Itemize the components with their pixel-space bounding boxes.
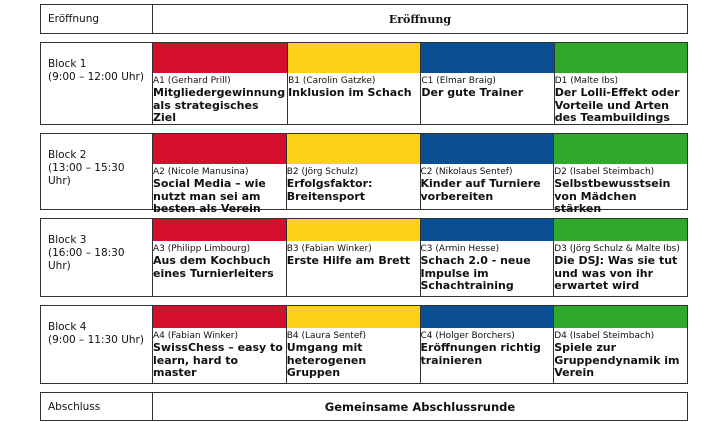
opening-row bbox=[40, 4, 688, 34]
session-title: Aus dem Kochbuch eines Turnierleiters bbox=[153, 254, 274, 280]
session-speaker: B4 (Laura Sentef) bbox=[286, 331, 367, 341]
color-bar-d bbox=[555, 43, 687, 73]
session-cell-d bbox=[553, 219, 687, 296]
session-title: Spiele zur Gruppendynamik im Verein bbox=[554, 341, 680, 379]
session-speaker: C3 (Armin Hesse) bbox=[420, 244, 500, 254]
session-speaker: A2 (Nicole Manusina) bbox=[153, 167, 249, 177]
color-bar-b bbox=[287, 134, 420, 164]
session-speaker: A3 (Philipp Limbourg) bbox=[153, 244, 251, 254]
session-title: Die DSJ: Was sie tut und was von ihr erwartet wird bbox=[554, 254, 678, 292]
session-title: Erfolgsfaktor: Breitensport bbox=[286, 177, 373, 203]
session-title: Selbstbewusstsein von Mädchen stärken bbox=[554, 177, 671, 215]
session-title: Mitgliedergewinnung als strategisches Ziel bbox=[153, 86, 286, 124]
block-label bbox=[41, 134, 153, 209]
color-bar-b bbox=[287, 219, 420, 241]
block-3-row bbox=[40, 218, 688, 297]
color-bar-a bbox=[153, 134, 286, 164]
color-bar-c bbox=[421, 219, 554, 241]
session-title: Kinder auf Turniere vorbereiten bbox=[420, 177, 541, 203]
session-cell-b bbox=[287, 43, 420, 124]
session-speaker: C2 (Nikolaus Sentef) bbox=[420, 167, 513, 177]
session-speaker: D4 (Isabel Steimbach) bbox=[554, 331, 655, 341]
color-bar-b bbox=[287, 306, 420, 328]
block-label bbox=[41, 219, 153, 296]
session-cell-a bbox=[153, 306, 286, 383]
closing-content: Gemeinsame Abschlussrunde bbox=[324, 399, 516, 414]
block-name: Block 2 bbox=[48, 149, 87, 161]
block-1-row bbox=[40, 42, 688, 125]
session-speaker: B1 (Carolin Gatzke) bbox=[288, 76, 376, 86]
session-title: Der gute Trainer bbox=[421, 86, 524, 99]
session-cell-c bbox=[420, 306, 554, 383]
block-name: Block 3 bbox=[48, 234, 87, 246]
session-cell-a bbox=[153, 219, 286, 296]
session-speaker: C1 (Elmar Braig) bbox=[421, 76, 496, 86]
session-speaker: A4 (Fabian Winker) bbox=[153, 331, 238, 341]
color-bar-d bbox=[554, 219, 687, 241]
session-cell-c bbox=[420, 134, 554, 209]
color-bar-c bbox=[421, 43, 553, 73]
block-time: (9:00 – 11:30 Uhr) bbox=[48, 334, 144, 346]
block-time: (9:00 – 12:00 Uhr) bbox=[48, 71, 144, 83]
session-title: SwissChess – easy to learn, hard to master bbox=[153, 341, 283, 379]
session-title: Inklusion im Schach bbox=[288, 86, 412, 99]
session-title: Umgang mit heterogenen Gruppen bbox=[286, 341, 367, 379]
block-time: (16:00 – 18:30 Uhr) bbox=[48, 247, 125, 272]
session-title: Eröffnungen richtig trainieren bbox=[420, 341, 541, 367]
session-cell-a bbox=[153, 134, 286, 215]
session-speaker: A1 (Gerhard Prill) bbox=[153, 76, 231, 86]
block-name: Block 1 bbox=[48, 58, 87, 70]
session-cell-c bbox=[420, 43, 553, 124]
session-title: Schach 2.0 - neue Impulse im Schachtraining bbox=[420, 254, 531, 292]
session-cell-b bbox=[286, 134, 420, 209]
color-bar-b bbox=[288, 43, 420, 73]
session-cell-b bbox=[286, 306, 420, 383]
session-cell-a bbox=[153, 43, 287, 124]
block-2-row bbox=[40, 133, 688, 215]
session-speaker: D3 (Jörg Schulz & Malte Ibs) bbox=[554, 244, 680, 254]
session-cell-b bbox=[286, 219, 420, 296]
session-title: Erste Hilfe am Brett bbox=[286, 254, 411, 267]
session-title: Der Lolli-Effekt oder Vorteile und Arten des Teambuildings bbox=[554, 86, 680, 124]
session-cell-d bbox=[553, 134, 687, 215]
block-label bbox=[41, 306, 153, 383]
session-speaker: D2 (Isabel Steimbach) bbox=[554, 167, 655, 177]
block-time: (13:00 – 15:30 Uhr) bbox=[48, 162, 125, 187]
session-speaker: C4 (Holger Borchers) bbox=[420, 331, 515, 341]
block-4-row bbox=[40, 305, 688, 384]
color-bar-a bbox=[153, 43, 287, 73]
session-speaker: D1 (Malte Ibs) bbox=[554, 76, 619, 86]
block-label bbox=[41, 43, 153, 124]
session-title: Social Media – wie nutzt man sei am besten als Verein bbox=[153, 177, 266, 215]
block-name: Block 4 bbox=[48, 321, 87, 333]
closing-row bbox=[40, 392, 688, 421]
color-bar-d bbox=[554, 134, 687, 164]
session-cell-c bbox=[420, 219, 554, 296]
opening-label: Eröffnung bbox=[41, 5, 153, 33]
color-bar-a bbox=[153, 219, 286, 241]
color-bar-a bbox=[153, 306, 286, 328]
session-cell-d bbox=[554, 43, 687, 124]
color-bar-d bbox=[554, 306, 687, 328]
opening-content: Eröffnung bbox=[388, 12, 452, 26]
color-bar-c bbox=[421, 306, 554, 328]
color-bar-c bbox=[421, 134, 554, 164]
session-cell-d bbox=[553, 306, 687, 383]
session-speaker: B3 (Fabian Winker) bbox=[286, 244, 372, 254]
closing-label: Abschluss bbox=[41, 393, 153, 420]
session-speaker: B2 (Jörg Schulz) bbox=[286, 167, 359, 177]
